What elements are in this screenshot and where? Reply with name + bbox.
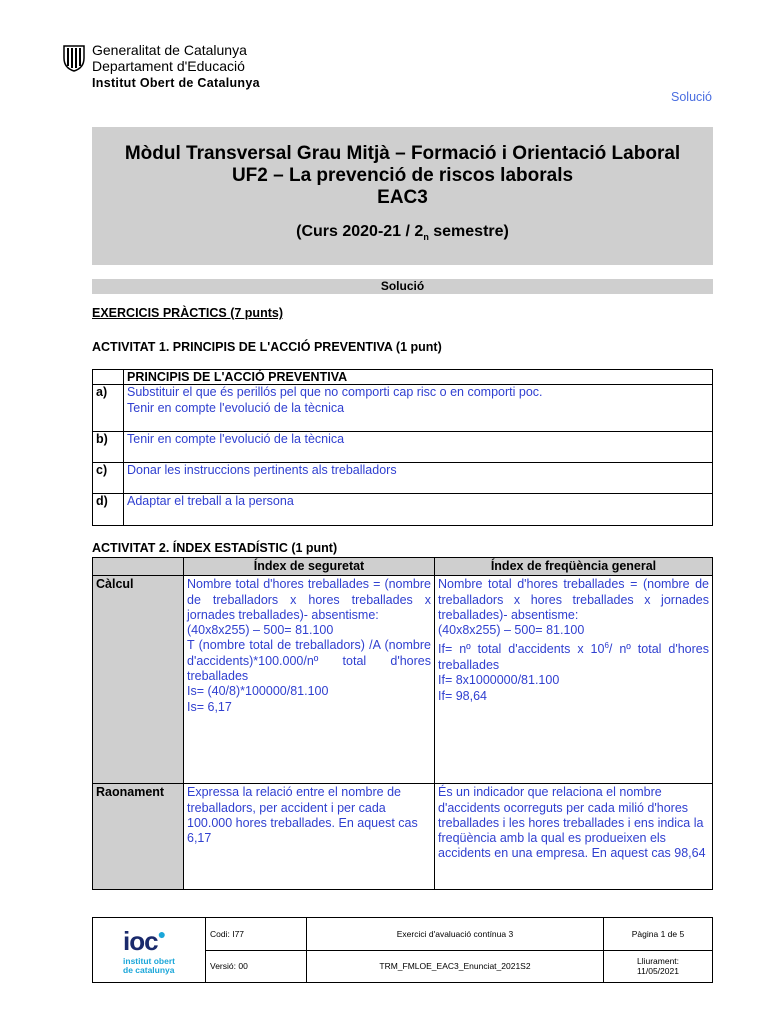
course-title: (Curs $2020-21 / 2_n$ semestre) (296, 223, 509, 243)
organization-name (92, 42, 247, 74)
eac-title: EAC3 (377, 187, 428, 208)
row-answer: Tenir en compte l'evolució de la tècnica (124, 432, 713, 463)
title-block (92, 127, 713, 265)
doc-file-name: TRM_FMLOE_EAC3_Enunciat_2021S2 (307, 950, 604, 983)
doc-version: Versió: 00 (206, 950, 307, 983)
row-label: c) (93, 463, 124, 494)
table-row (93, 784, 713, 890)
generalitat-logo-icon (62, 44, 86, 72)
ioc-dot-icon: ● (157, 925, 166, 942)
table-header-row (93, 370, 713, 385)
reason-safety-cell: Expressa la relació entre el nombre de treballadors, per accident i per cada 100.000 hores treballades. En aquest cas 6,17 (184, 784, 435, 890)
page-number: Pàgina 1 de 5 (604, 918, 713, 951)
row-label: a) (93, 385, 124, 432)
doc-code: Codi: I77 (206, 918, 307, 951)
reason-frequency-cell: És un indicador que relaciona el nombre d'accidents ocorreguts per cada milió d'hores treballades i les hores treballades i ens indica la freqüència amb la qual es produeixen els accidents en una empresa. En aquest cas 98,64 (435, 784, 713, 890)
row-label: d) (93, 494, 124, 526)
org-line-2: Departament d'Educació (92, 58, 245, 74)
activity1-heading: ACTIVITAT 1. PRINCIPIS DE L'ACCIÓ PREVENTIVA (1 punt) (92, 340, 442, 354)
activity2-heading: ACTIVITAT 2. ÍNDEX ESTADÍSTIC (1 punt) (92, 541, 338, 555)
org-line-1: Generalitat de Catalunya (92, 42, 247, 58)
activity2-table (92, 557, 713, 890)
col-frequency-index: Índex de freqüència general (435, 558, 713, 576)
table-row (93, 463, 713, 494)
ioc-logo-word: ioc (123, 925, 158, 956)
calc-safety-cell: Nombre total d'hores treballades = (nombre de treballadors x hores treballades x jornades treballades)- absentisme: (40x8x255) – 500= 81.100 T (nombre total de treballadors) /A (nombre d'accidents)*100.000/nº total d'hores treballades Is= (40/8)*100000/81.100 Is= 6,17 (184, 576, 435, 784)
doc-title: Exercici d'avaluació contínua 3 (307, 918, 604, 951)
solution-label: Solució (671, 90, 712, 104)
col-safety-index: Índex de seguretat (184, 558, 435, 576)
footer-table (92, 917, 713, 983)
ioc-logo (93, 918, 206, 983)
table-row (93, 432, 713, 463)
table-row (93, 385, 713, 432)
activity1-table-header: PRINCIPIS DE L'ACCIÓ PREVENTIVA (124, 370, 713, 385)
institute-name: Institut Obert de Catalunya (92, 76, 260, 90)
ioc-logo-sub-2: de catalunya (123, 964, 175, 975)
solution-bar: Solució (92, 279, 713, 294)
exercises-heading: EXERCICIS PRÀCTICS (7 punts) (92, 306, 283, 320)
table-header-row (93, 558, 713, 576)
row-answer: Substituir el que és perillós pel que no comporti cap risc o en comporti poc. Tenir en compte l'evolució de la tècnica (124, 385, 713, 432)
row-label: Càlcul (93, 576, 184, 784)
ioc-logo-sub-1: institut obert (123, 955, 175, 966)
row-label: Raonament (93, 784, 184, 890)
activity1-table (92, 369, 713, 526)
row-answer: Donar les instruccions pertinents als treballadors (124, 463, 713, 494)
row-answer: Adaptar el treball a la persona (124, 494, 713, 526)
row-label: b) (93, 432, 124, 463)
module-title: Mòdul Transversal Grau Mitjà – Formació i Orientació Laboral (124, 143, 681, 164)
table-row (93, 576, 713, 784)
table-row (93, 494, 713, 526)
unit-title: UF2 – La prevenció de riscos laborals (231, 165, 574, 186)
calc-frequency-cell: Nombre total d'hores treballades = (nombre de treballadors x hores treballades x jornades treballades)- absentisme: (40x8x255) – 500= 81.100 If= nº total d'accidents x $10^6/$ nº total d'hores treballades If= 8x1000000/81.100 If= 98,64 (435, 576, 713, 784)
delivery-info: Lliurament: 11/05/2021 (604, 950, 713, 983)
